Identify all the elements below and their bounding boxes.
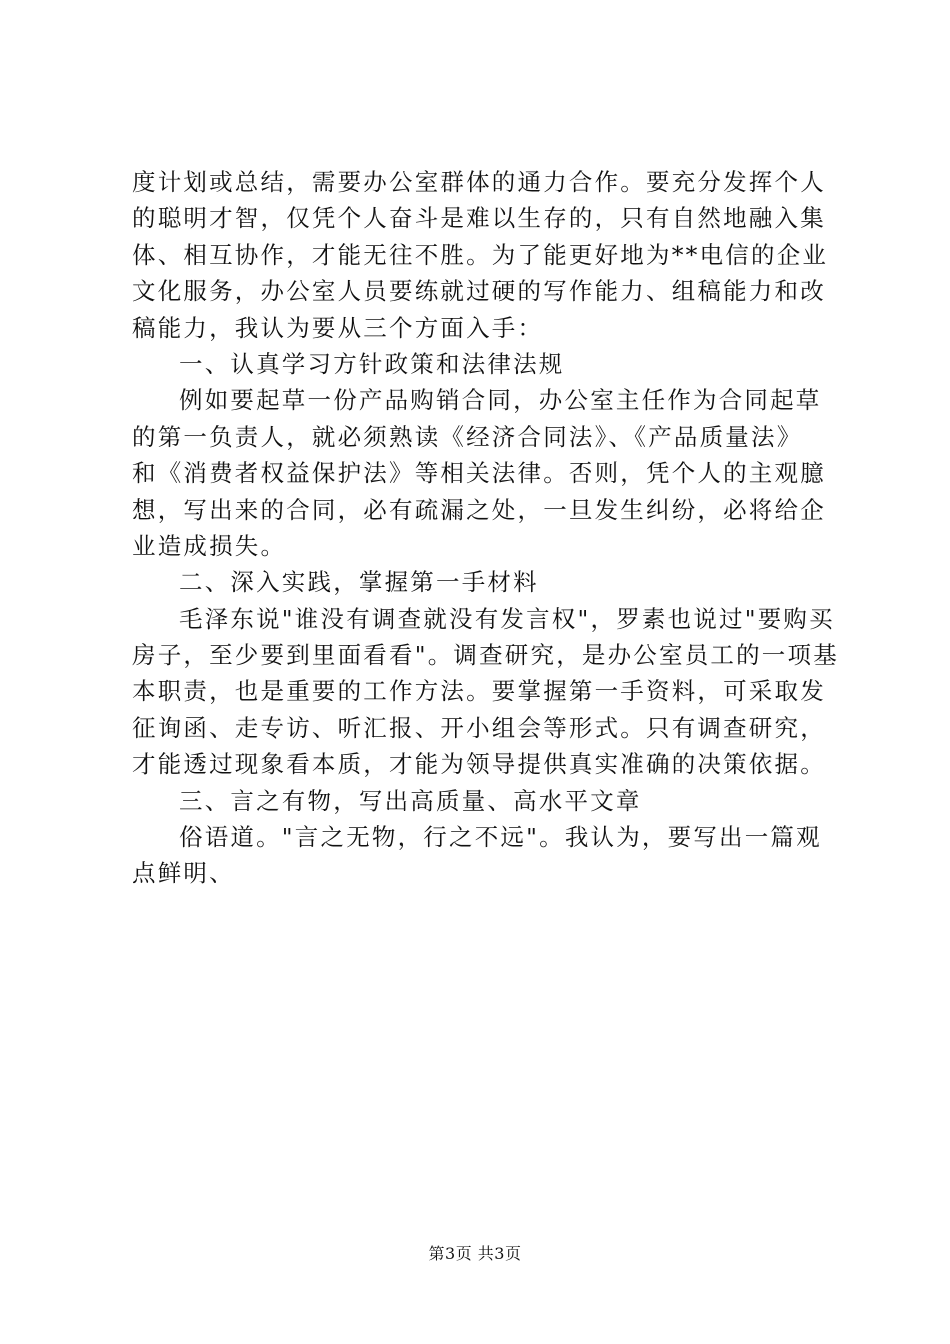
- text-line-5: 稿能力，我认为要从三个方面入手：: [132, 313, 544, 342]
- text-line-11: 业造成损失。: [132, 531, 287, 560]
- text-line-3: 体、相互协作，才能无往不胜。为了能更好地为**电信的企业: [132, 240, 829, 269]
- text-line-13: 毛泽东说"谁没有调查就没有发言权"，罗素也说过"要购买: [179, 604, 835, 633]
- text-line-2: 的聪明才智，仅凭个人奋斗是难以生存的，只有自然地融入集: [132, 204, 826, 233]
- text-line-4: 文化服务，办公室人员要练就过硬的写作能力、组稿能力和改: [132, 277, 826, 306]
- text-line-17: 才能透过现象看本质，才能为领导提供真实准确的决策依据。: [132, 750, 826, 779]
- text-line-15: 本职责，也是重要的工作方法。要掌握第一手资料，可采取发: [132, 677, 826, 706]
- text-line-16: 征询函、走专访、听汇报、开小组会等形式。只有调查研究，: [132, 713, 826, 742]
- text-line-10: 想，写出来的合同，必有疏漏之处，一旦发生纠纷，必将给企: [132, 495, 826, 524]
- section-heading-1: 一、认真学习方针政策和法律法规: [179, 349, 565, 378]
- section-heading-2: 二、深入实践，掌握第一手材料: [179, 568, 539, 597]
- body-text: [132, 164, 839, 892]
- text-line-1: 度计划或总结，需要办公室群体的通力合作。要充分发挥个人: [132, 168, 826, 196]
- text-line-7: 例如要起草一份产品购销合同，办公室主任作为合同起草: [179, 386, 822, 415]
- text-line-19: 俗语道。"言之无物，行之不远"。我认为，要写出一篇观: [179, 823, 822, 852]
- text-line-9: 和《消费者权益保护法》等相关法律。否则，凭个人的主观臆: [132, 459, 826, 488]
- section-heading-3: 三、言之有物，写出高质量、高水平文章: [179, 786, 642, 815]
- page-number-footer: 第3页 共3页: [428, 1244, 522, 1263]
- text-line-14: 房子，至少要到里面看看"。调查研究，是办公室员工的一项基: [132, 641, 839, 670]
- text-line-20: 点鲜明、: [132, 859, 235, 888]
- text-line-8: 的第一负责人，就必须熟读《经济合同法》、《产品质量法》: [132, 422, 803, 451]
